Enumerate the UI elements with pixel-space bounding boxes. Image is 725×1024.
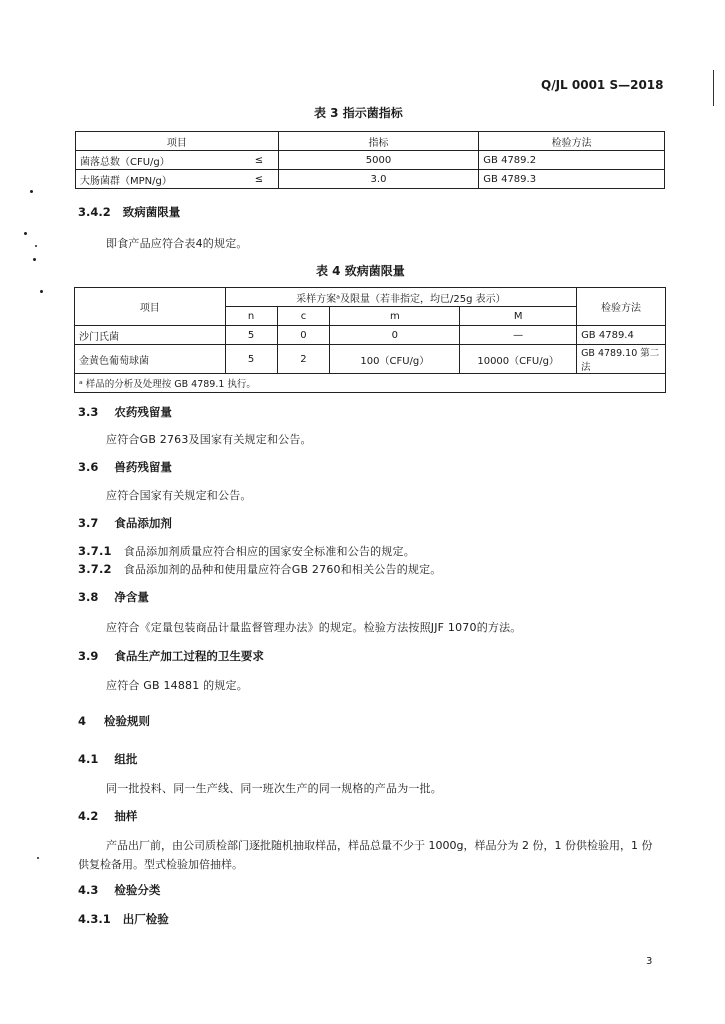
section-3-7-1 (78, 543, 415, 559)
section-number: 3.9 (78, 649, 99, 663)
section-number: 3.3 (78, 405, 99, 419)
scan-speck (30, 190, 33, 193)
page-number: 3 (646, 956, 653, 967)
table4-footnote: ᵃ 样品的分析及处理按 GB 4789.1 执行。 (75, 374, 666, 393)
section-title: 致病菌限量 (122, 205, 181, 219)
section-4-3-1-heading (78, 911, 169, 927)
section-3-8-text: 应符合《定量包装商品计量监督管理办法》的规定。检验方法按照JJF 1070的方法。 (106, 621, 522, 634)
table4-cell-item: 金黄色葡萄球菌 (75, 345, 226, 374)
section-3-7-2 (78, 561, 442, 577)
section-4-2-text: 产品出厂前，由公司质检部门逐批随机抽取样品，样品总量不少于 1000g，样品分为 2 份，1 份供检验用，1 份供复检备用。型式检验加倍抽样。 (78, 839, 653, 871)
section-number: 3.6 (78, 460, 99, 474)
section-title: 抽样 (114, 809, 138, 823)
scan-speck (40, 290, 43, 293)
section-title: 食品添加剂 (114, 516, 172, 530)
table-row (75, 326, 666, 345)
document-number: Q/JL 0001 S—2018 (541, 78, 664, 92)
table3-cell-item: 菌落总数（CFU/g） (76, 151, 241, 170)
table3-header-method: 检验方法 (479, 132, 665, 151)
section-title: 出厂检验 (122, 912, 169, 926)
section-number: 3.7.2 (78, 562, 112, 576)
section-number: 4 (78, 714, 87, 728)
table4-header-item: 项目 (75, 288, 226, 326)
section-4-3-heading (78, 882, 160, 898)
table3-cell-limit: 5000 (278, 151, 479, 170)
section-title: 兽药残留量 (114, 460, 172, 474)
section-title: 农药残留量 (114, 405, 172, 419)
table3-cell-op: ≤ (240, 151, 278, 170)
scan-speck (37, 857, 39, 859)
table4-cell-c: 2 (277, 345, 330, 374)
section-3-4-2-text: 即食产品应符合表4的规定。 (106, 237, 248, 250)
table4-header-plan: 采样方案ᵃ及限量（若非指定，均已/25g 表示） (225, 288, 576, 307)
table4-cell-M: 10000（CFU/g） (460, 345, 577, 374)
table3-header-limit: 指标 (278, 132, 479, 151)
section-text: 食品添加剂质量应符合相应的国家安全标准和公告的规定。 (123, 545, 415, 558)
section-3-7-heading (78, 515, 172, 531)
section-title: 食品生产加工过程的卫生要求 (114, 649, 264, 663)
section-3-6-heading (78, 459, 172, 475)
pathogen-limits-table (74, 287, 666, 393)
section-number: 4.1 (78, 752, 99, 766)
right-edge-line (713, 70, 714, 106)
table-row (76, 151, 665, 170)
section-title: 净含量 (114, 590, 149, 604)
table4-cell-n: 5 (225, 326, 277, 345)
table4-cell-item: 沙门氏菌 (75, 326, 226, 345)
table3-cell-method: GB 4789.2 (479, 151, 665, 170)
section-number: 3.4.2 (78, 205, 111, 219)
table3-cell-item: 大肠菌群（MPN/g） (76, 170, 241, 189)
table3-header-item: 项目 (76, 132, 279, 151)
table4-header-method: 检验方法 (577, 288, 666, 326)
table4-subheader-M: M (460, 307, 577, 326)
section-number: 4.2 (78, 809, 99, 823)
section-text: 食品添加剂的品种和使用量应符合GB 2760和相关公告的规定。 (123, 563, 442, 576)
table4-cell-method: GB 4789.4 (577, 326, 666, 345)
table3-cell-op: ≤ (240, 170, 278, 189)
table3-caption: 表 3 指示菌指标 (314, 106, 403, 120)
section-4-1-heading (78, 751, 137, 767)
table4-caption: 表 4 致病菌限量 (316, 264, 405, 278)
table4-cell-n: 5 (225, 345, 277, 374)
table-row (75, 345, 666, 374)
section-number: 3.7.1 (78, 544, 112, 558)
table3-cell-method: GB 4789.3 (479, 170, 665, 189)
section-title: 检验规则 (104, 714, 151, 728)
section-number: 4.3 (78, 883, 99, 897)
section-3-9-text: 应符合 GB 14881 的规定。 (106, 679, 248, 692)
section-4-heading (78, 713, 150, 729)
section-3-6-text: 应符合国家有关规定和公告。 (106, 489, 252, 502)
indicator-bacteria-table (75, 131, 665, 189)
table4-cell-m: 0 (330, 326, 460, 345)
section-4-1-text: 同一批投料、同一生产线、同一班次生产的同一规格的产品为一批。 (106, 782, 442, 795)
section-3-4-2-heading (78, 204, 180, 220)
table4-cell-M: — (460, 326, 577, 345)
table4-cell-m: 100（CFU/g） (330, 345, 460, 374)
scan-speck (24, 232, 27, 235)
section-4-2-heading (78, 808, 137, 824)
table4-subheader-c: c (277, 307, 330, 326)
section-number: 3.7 (78, 516, 99, 530)
section-3-3-heading (78, 404, 172, 420)
section-number: 3.8 (78, 590, 99, 604)
table4-cell-c: 0 (277, 326, 330, 345)
table4-subheader-n: n (225, 307, 277, 326)
section-3-8-heading (78, 589, 149, 605)
section-3-3-text: 应符合GB 2763及国家有关规定和公告。 (106, 433, 312, 446)
scan-speck (35, 245, 37, 247)
section-3-9-heading (78, 648, 264, 664)
table4-subheader-m: m (330, 307, 460, 326)
section-title: 检验分类 (114, 883, 161, 897)
table-row (76, 170, 665, 189)
scan-speck (33, 258, 36, 261)
section-title: 组批 (114, 752, 138, 766)
table3-cell-limit: 3.0 (278, 170, 479, 189)
section-number: 4.3.1 (78, 912, 111, 926)
table4-cell-method: GB 4789.10 第二法 (577, 345, 666, 374)
